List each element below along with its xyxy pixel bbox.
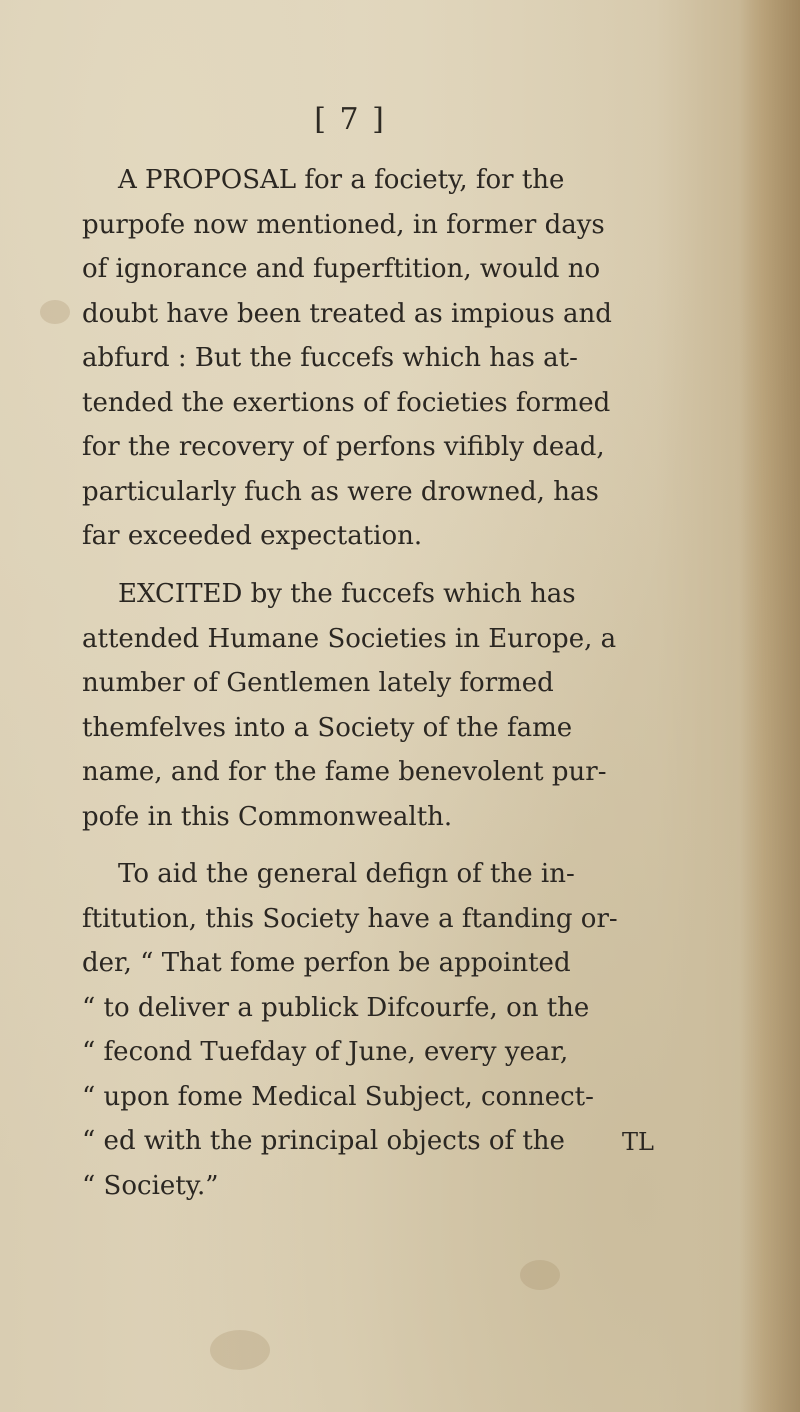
foxing-spot — [210, 1330, 270, 1370]
text-line: ftitution, this Society have a ftanding or- — [82, 903, 618, 934]
paragraph-2 — [82, 572, 682, 839]
text-line: particularly fuch as were drowned, has — [82, 476, 599, 507]
text-line: “ to deliver a publick Difcourfe, on the — [82, 992, 590, 1023]
text-line: “ ed with the principal objects of the — [82, 1126, 565, 1156]
text-line: number of Gentlemen lately formed — [82, 668, 554, 698]
text-line: “ Society.” — [82, 1170, 219, 1201]
text-line: of ignorance and fuperftition, would no — [82, 254, 601, 284]
text-line: name, and for the fame benevolent pur- — [82, 757, 607, 787]
paragraph-3 — [82, 852, 682, 1208]
text-line: purpofe now mentioned, in former days — [82, 209, 605, 240]
paragraph-1 — [82, 158, 682, 559]
text-line: attended Humane Societies in Europe, a — [82, 623, 617, 654]
text-line: far exceeded expectation. — [82, 521, 423, 551]
text-line: “ fecond Tuefday of June, every year, — [82, 1037, 569, 1067]
text-line: pofe in this Commonwealth. — [82, 801, 453, 832]
text-line: “ upon fome Medical Subject, connect- — [82, 1081, 594, 1112]
text-line: der, “ That fome perfon be appointed — [82, 948, 571, 978]
text-line: themfelves into a Society of the fame — [82, 712, 573, 743]
text-line: To aid the general defign of the in- — [118, 859, 575, 889]
text-line: A PROPOSAL for a fociety, for the — [118, 165, 565, 195]
page-edge-shadow — [740, 0, 800, 1412]
text-line: for the recovery of perfons vifibly dead, — [82, 432, 605, 462]
page-number: [ 7 ] — [314, 102, 386, 137]
foxing-spot — [520, 1260, 560, 1290]
text-line: EXCITED by the fuccefs which has — [118, 579, 576, 609]
text-line: abfurd : But the fuccefs which has at- — [82, 343, 578, 373]
foxing-spot — [40, 300, 70, 324]
text-line: doubt have been treated as impious and — [82, 298, 612, 329]
text-line: tended the exertions of focieties formed — [82, 387, 611, 418]
catchword: TL — [622, 1128, 654, 1156]
